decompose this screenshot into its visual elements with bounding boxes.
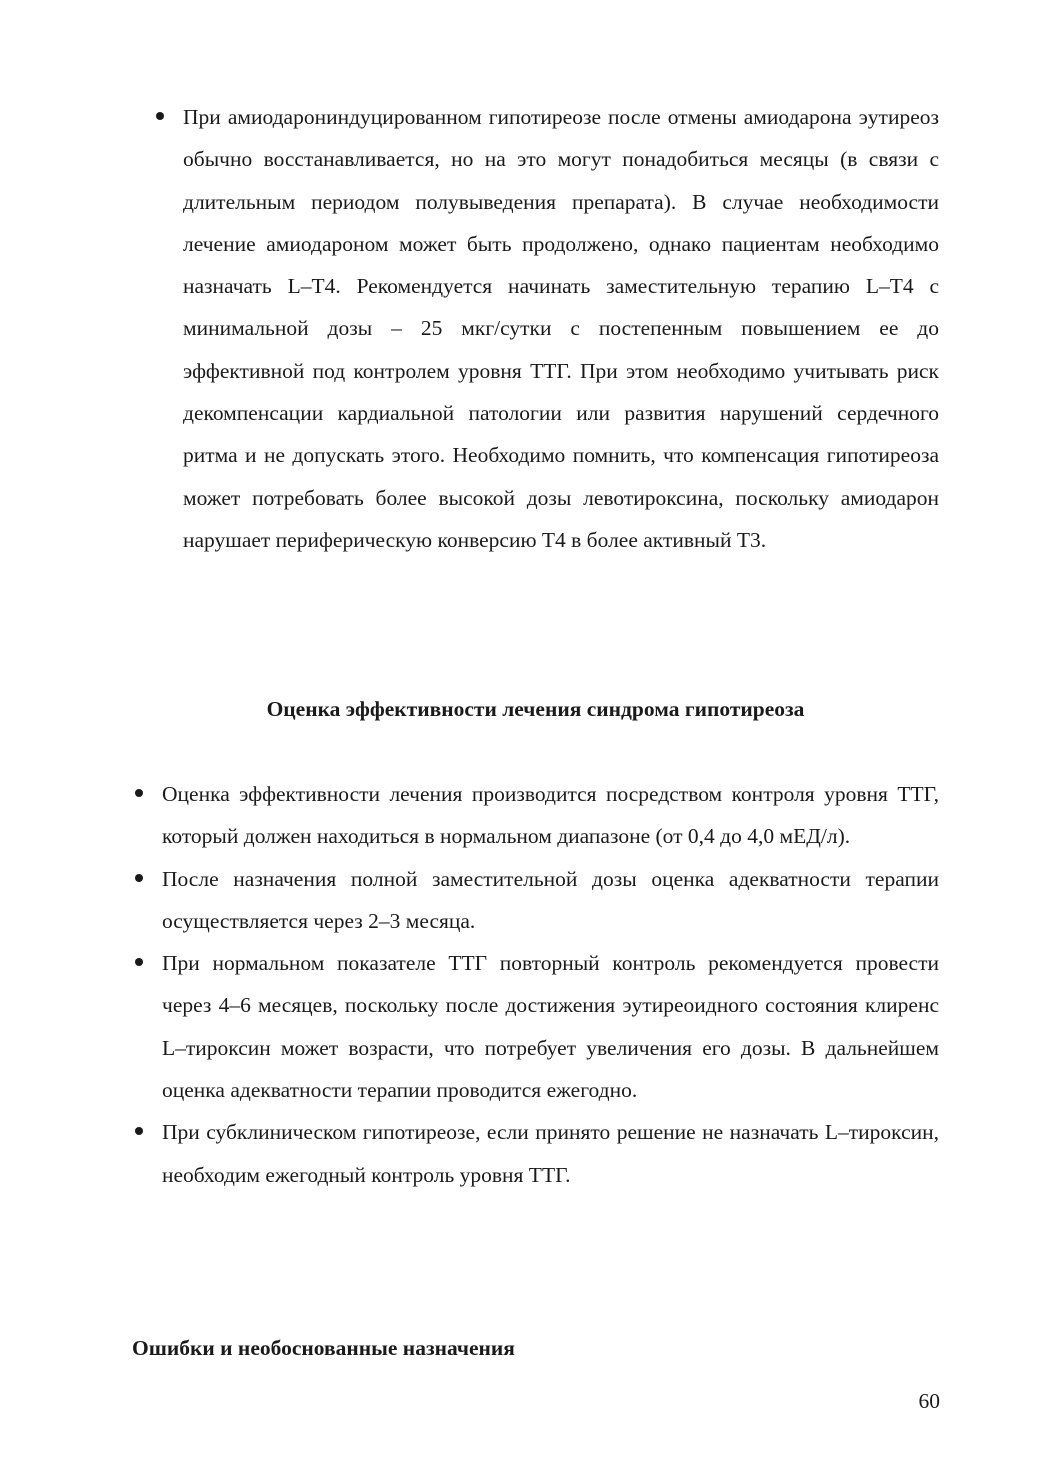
paragraph: При субклиническом гипотиреозе, если принято решение не назначать L–тироксин, необходим ежегодный контроль уровня ТТГ. xyxy=(162,1120,939,1187)
list-item xyxy=(162,858,939,943)
list-item xyxy=(162,773,939,858)
paragraph: Оценка эффективности лечения производится посредством контроля уровня ТТГ, который должен находиться в нормальном диапазоне (от 0,4 до 4,0 мЕД/л). xyxy=(162,782,939,849)
list-item xyxy=(162,1111,939,1196)
bullet-icon xyxy=(135,1127,143,1135)
efficacy-bullet-list xyxy=(162,773,939,1196)
list-item xyxy=(162,942,939,1111)
bullet-icon xyxy=(135,789,143,797)
page-number: 60 xyxy=(918,1389,940,1413)
bullet-icon xyxy=(135,874,143,882)
bullet-icon xyxy=(135,958,143,966)
section-heading-efficacy: Оценка эффективности лечения синдрома гипотиреоза xyxy=(266,697,805,721)
section-heading-errors: Ошибки и необоснованные назначения xyxy=(132,1336,515,1360)
list-item xyxy=(183,96,939,561)
paragraph: При амиодарониндуцированном гипотиреозе после отмены амиодарона эутиреоз обычно восстанавливается, но на это могут понадобиться месяцы (в связи с длительным периодом полувыведения препарата). В случае необходимости лечение амиодароном может быть продолжено, однако пациентам необходимо назначать L–T4. Рекомендуется начинать заместительную терапию L–T4 с минимальной дозы – 25 мкг/сутки с постепенным повышением ее до эффективной под контролем уровня ТТГ. При этом необходимо учитывать риск декомпенсации кардиальной патологии или развития нарушений сердечного ритма и не допускать этого. Необходимо помнить, что компенсация гипотиреоза может потребовать более высокой дозы левотироксина, поскольку амиодарон нарушает периферическую конверсию Т4 в более активный Т3. xyxy=(183,105,939,552)
paragraph: После назначения полной заместительной дозы оценка адекватности терапии осуществляется через 2–3 месяца. xyxy=(162,866,939,933)
paragraph: При нормальном показателе ТТГ повторный контроль рекомендуется провести через 4–6 месяцев, поскольку после достижения эутиреоидного состояния клиренс L–тироксин может возрасти, что потребует увеличения его дозы. В дальнейшем оценка адекватности терапии проводится ежегодно. xyxy=(162,951,939,1103)
bullet-icon xyxy=(156,112,164,120)
amiodarone-bullet-list xyxy=(183,96,939,561)
